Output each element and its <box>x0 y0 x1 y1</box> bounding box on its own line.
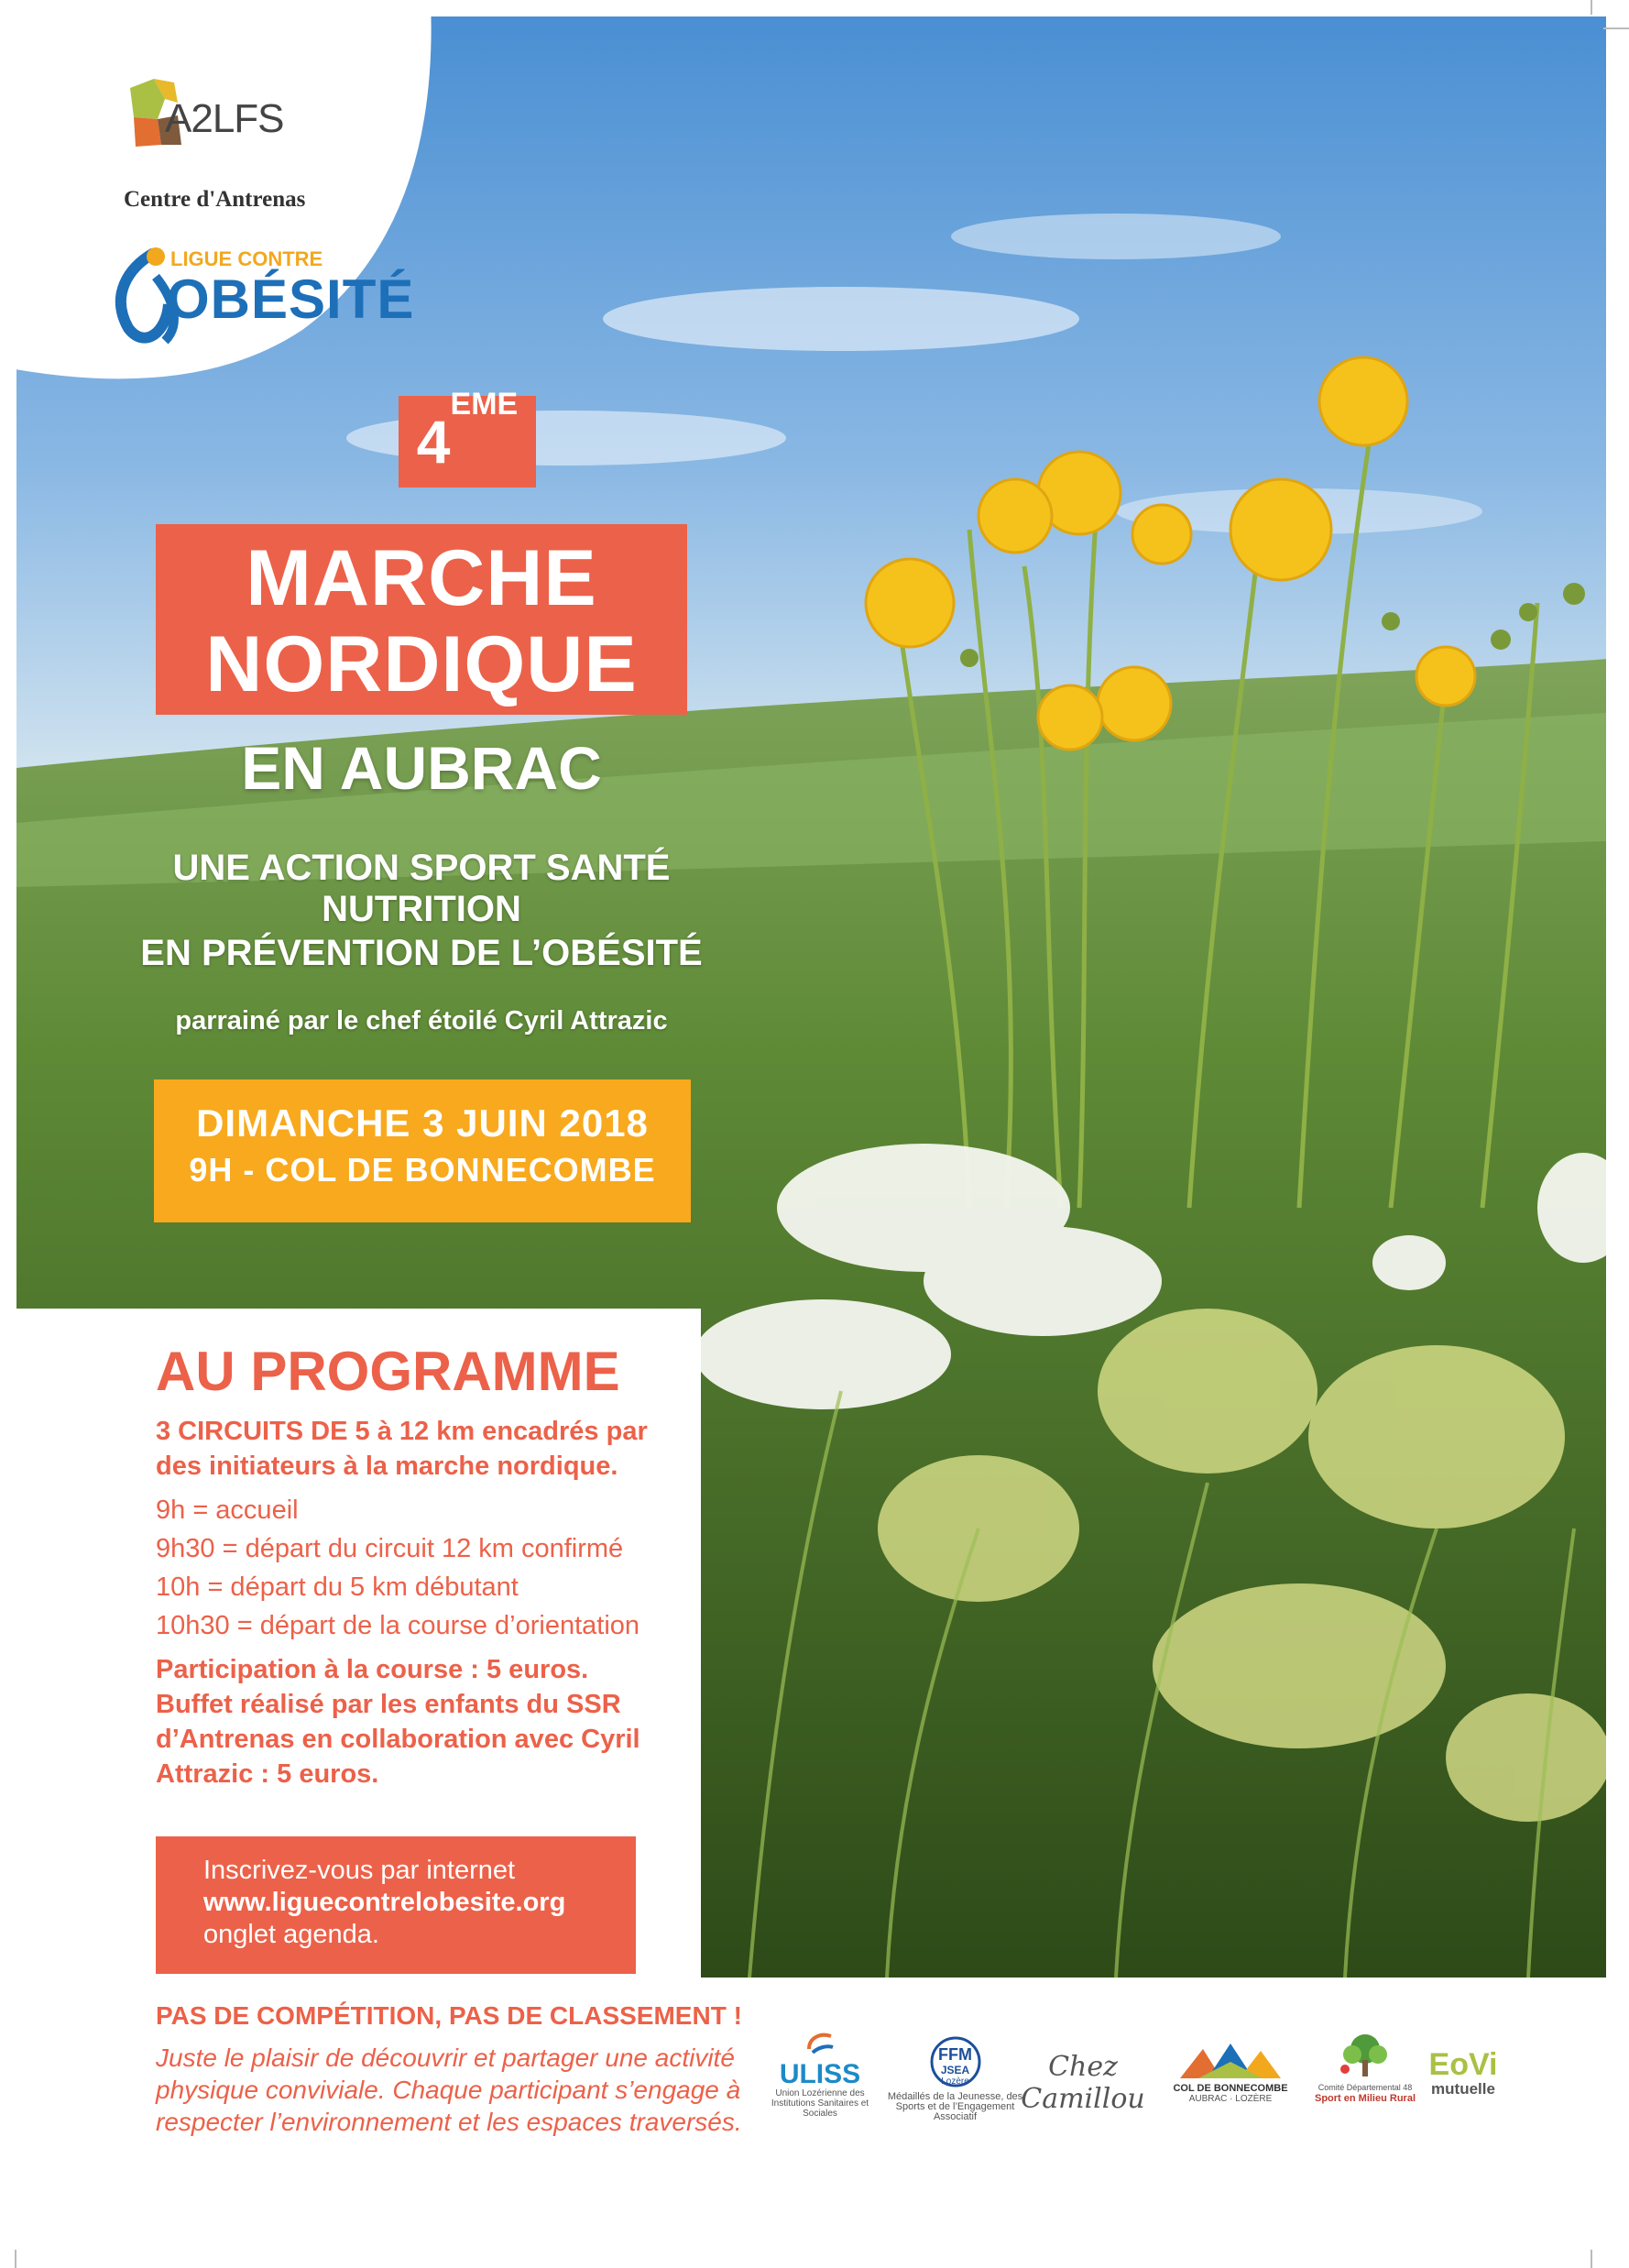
main-title <box>156 524 687 715</box>
ffm-logo-desc: Médaillés de la Jeunesse, des Sports et de l’Engagement Associatif <box>887 2091 1023 2122</box>
date-box <box>154 1079 691 1222</box>
uliss-logo <box>770 2029 870 2119</box>
edition-number: 4 <box>416 408 451 476</box>
price-line: Attrazic : 5 euros. <box>156 1759 379 1789</box>
tree-icon <box>1328 2032 1402 2078</box>
price-line: Participation à la course : 5 euros. <box>156 1655 589 1684</box>
ligue-logo-main: OBÉSITÉ <box>167 268 415 330</box>
col-bonnecombe-logo-sub: AUBRAC · LOZÈRE <box>1188 2094 1273 2104</box>
crop-mark <box>1591 2250 1592 2268</box>
schedule-item: 9h = accueil <box>156 1496 299 1525</box>
comite-logo <box>1301 2032 1429 2104</box>
schedule-item: 10h30 = départ de la course d’orientation <box>156 1611 640 1640</box>
subtitle-line-1: UNE ACTION SPORT SANTÉ <box>172 848 671 888</box>
title-place: EN AUBRAC <box>241 734 602 802</box>
a2lfs-logo-text: A2LFS <box>165 96 284 141</box>
crop-mark <box>1591 0 1592 15</box>
event-date: DIMANCHE 3 JUIN 2018 <box>196 1101 649 1145</box>
camillou-logo <box>1019 2051 1147 2115</box>
footer-text: Juste le plaisir de découvrir et partager une activité physique conviviale. Chaque participant s’engage à respecter l’environnement et les espaces traversés. <box>156 2043 742 2136</box>
registration-line-3: onglet agenda. <box>203 1920 379 1949</box>
edition-suffix: EME <box>450 387 519 422</box>
schedule-item: 10h = départ du 5 km débutant <box>156 1572 519 1602</box>
subtitle-line-3: EN PRÉVENTION DE L’OBÉSITÉ <box>140 933 703 973</box>
event-time-place: 9H - COL DE BONNECOMBE <box>189 1151 656 1189</box>
uliss-logo-sub: Union Lozérienne des Institutions Sanitaires et Sociales <box>771 2088 869 2119</box>
eovi-logo-sub: mutuelle <box>1431 2080 1495 2098</box>
price-line: Buffet réalisé par les enfants du SSR <box>156 1690 621 1719</box>
circuits-line-1: 3 CIRCUITS DE 5 à 12 km encadrés par <box>156 1417 648 1446</box>
registration-line-1: Inscrivez-vous par internet <box>203 1856 516 1885</box>
subtitle-line-2: NUTRITION <box>322 889 521 929</box>
programme-title: AU PROGRAMME <box>156 1341 620 1402</box>
circuits-line-2: des initiateurs à la marche nordique. <box>156 1452 618 1481</box>
ffm-logo-sub: JSEA <box>940 2064 970 2076</box>
eovi-logo-text: EoVi <box>1428 2047 1498 2082</box>
ligue-logo-top: LIGUE CONTRE <box>170 247 323 270</box>
ffm-logo-text: FFM <box>938 2045 972 2064</box>
ffm-logo <box>875 2036 1035 2122</box>
comite-logo-top: Comité Départemental 48 <box>1317 2083 1413 2092</box>
registration-url[interactable]: www.liguecontrelobesite.org <box>203 1888 566 1917</box>
price-line: d’Antrenas en collaboration avec Cyril <box>156 1725 640 1754</box>
uliss-logo-text: ULISS <box>779 2059 861 2089</box>
schedule-item: 9h30 = départ du circuit 12 km confirmé <box>156 1534 624 1563</box>
col-bonnecombe-logo-text: COL DE BONNECOMBE <box>1173 2083 1288 2094</box>
registration-box <box>156 1836 636 1974</box>
footer-headline: PAS DE COMPÉTITION, PAS DE CLASSEMENT ! <box>156 2001 742 2030</box>
ffm-logo-place: Lozère <box>941 2076 969 2087</box>
edition-badge <box>399 387 536 488</box>
mountain-icon <box>1180 2042 1281 2078</box>
comite-logo-text: Sport en Milieu Rural <box>1314 2093 1416 2104</box>
uliss-logo-icon <box>802 2029 838 2056</box>
camillou-logo-text: Chez Camillou <box>1021 2051 1145 2115</box>
sponsor-chef: parrainé par le chef étoilé Cyril Attrazic <box>175 1006 668 1035</box>
eovi-logo <box>1422 2049 1504 2098</box>
crop-mark <box>1603 27 1629 29</box>
centre-antrenas: Centre d'Antrenas <box>124 187 306 212</box>
crop-mark <box>15 2250 16 2268</box>
col-bonnecombe-logo <box>1171 2042 1290 2104</box>
title-line-1: MARCHE <box>246 534 597 622</box>
title-line-2: NORDIQUE <box>205 620 638 708</box>
